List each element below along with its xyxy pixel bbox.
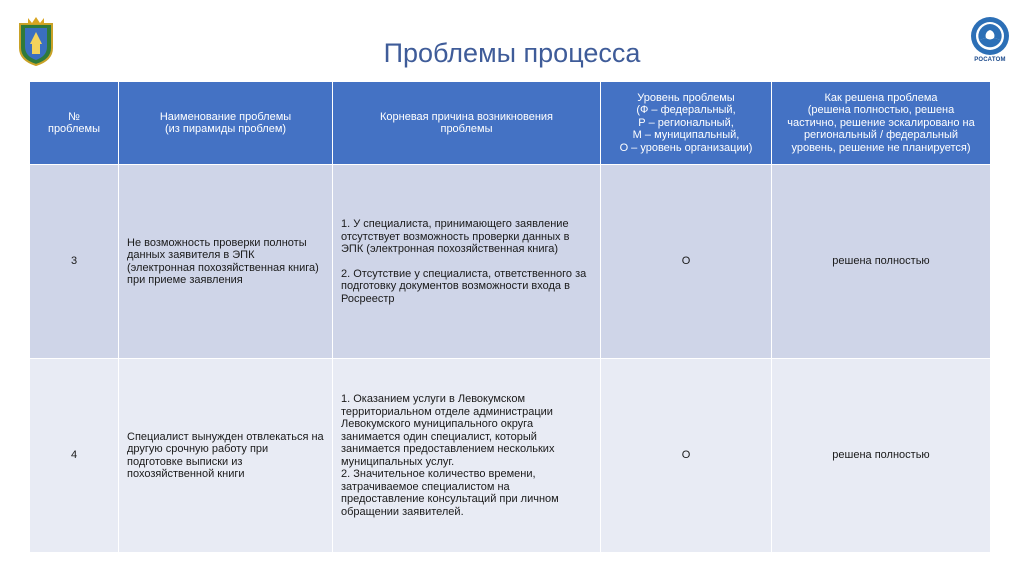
root-cause-item: 1. Оказанием услуги в Левокумском территориальном отделе администрации Левокумского муниципального округа занимается один специалист, который занимается предоставлением нескольких муниципальных услуг. 2. Значительное количество времени, затрачиваемое специалистом на предоставление консультаций при личном обращении заявителей.	[341, 393, 559, 518]
header-root-cause: Корневая причина возникновения проблемы	[333, 82, 601, 165]
root-cause	[333, 165, 601, 359]
header-problem-level: Уровень проблемы (Ф – федеральный, Р – региональный, М – муниципальный, О – уровень организации)	[601, 82, 772, 165]
root-cause-item: 1. У специалиста, принимающего заявление отсутствует возможность проверки данных в ЭПК (электронная похозяйственная книга)	[341, 218, 570, 255]
problem-name: Специалист вынужден отвлекаться на другую срочную работу при подготовке выписки из похозяйственной книги	[119, 359, 333, 553]
header-problem-name: Наименование проблемы (из пирамиды проблем)	[119, 82, 333, 165]
root-cause-item: 2. Отсутствие у специалиста, ответственного за подготовку документов возможности входа в Росреестр	[341, 267, 587, 305]
slide-title: Проблемы процесса	[383, 38, 641, 68]
problem-level: О	[601, 165, 772, 359]
problem-level: О	[601, 359, 772, 553]
table-row	[30, 359, 991, 553]
table-row	[30, 165, 991, 359]
root-cause	[333, 359, 601, 553]
solution-status: решена полностью	[772, 165, 991, 359]
problem-number: 3	[30, 165, 119, 359]
problems-table	[29, 81, 991, 553]
table-header-row	[30, 82, 991, 165]
rosatom-logo-text: РОСАТОМ	[974, 57, 1006, 63]
solution-status: решена полностью	[772, 359, 991, 553]
header-solution-status: Как решена проблема (решена полностью, решена частично, решение эскалировано на региональный / федеральный уровень, решение не планируется)	[772, 82, 991, 165]
problem-number: 4	[30, 359, 119, 553]
header-problem-number: № проблемы	[30, 82, 119, 165]
problem-name: Не возможность проверки полноты данных заявителя в ЭПК (электронная похозяйственная книга) при приеме заявления	[119, 165, 333, 359]
